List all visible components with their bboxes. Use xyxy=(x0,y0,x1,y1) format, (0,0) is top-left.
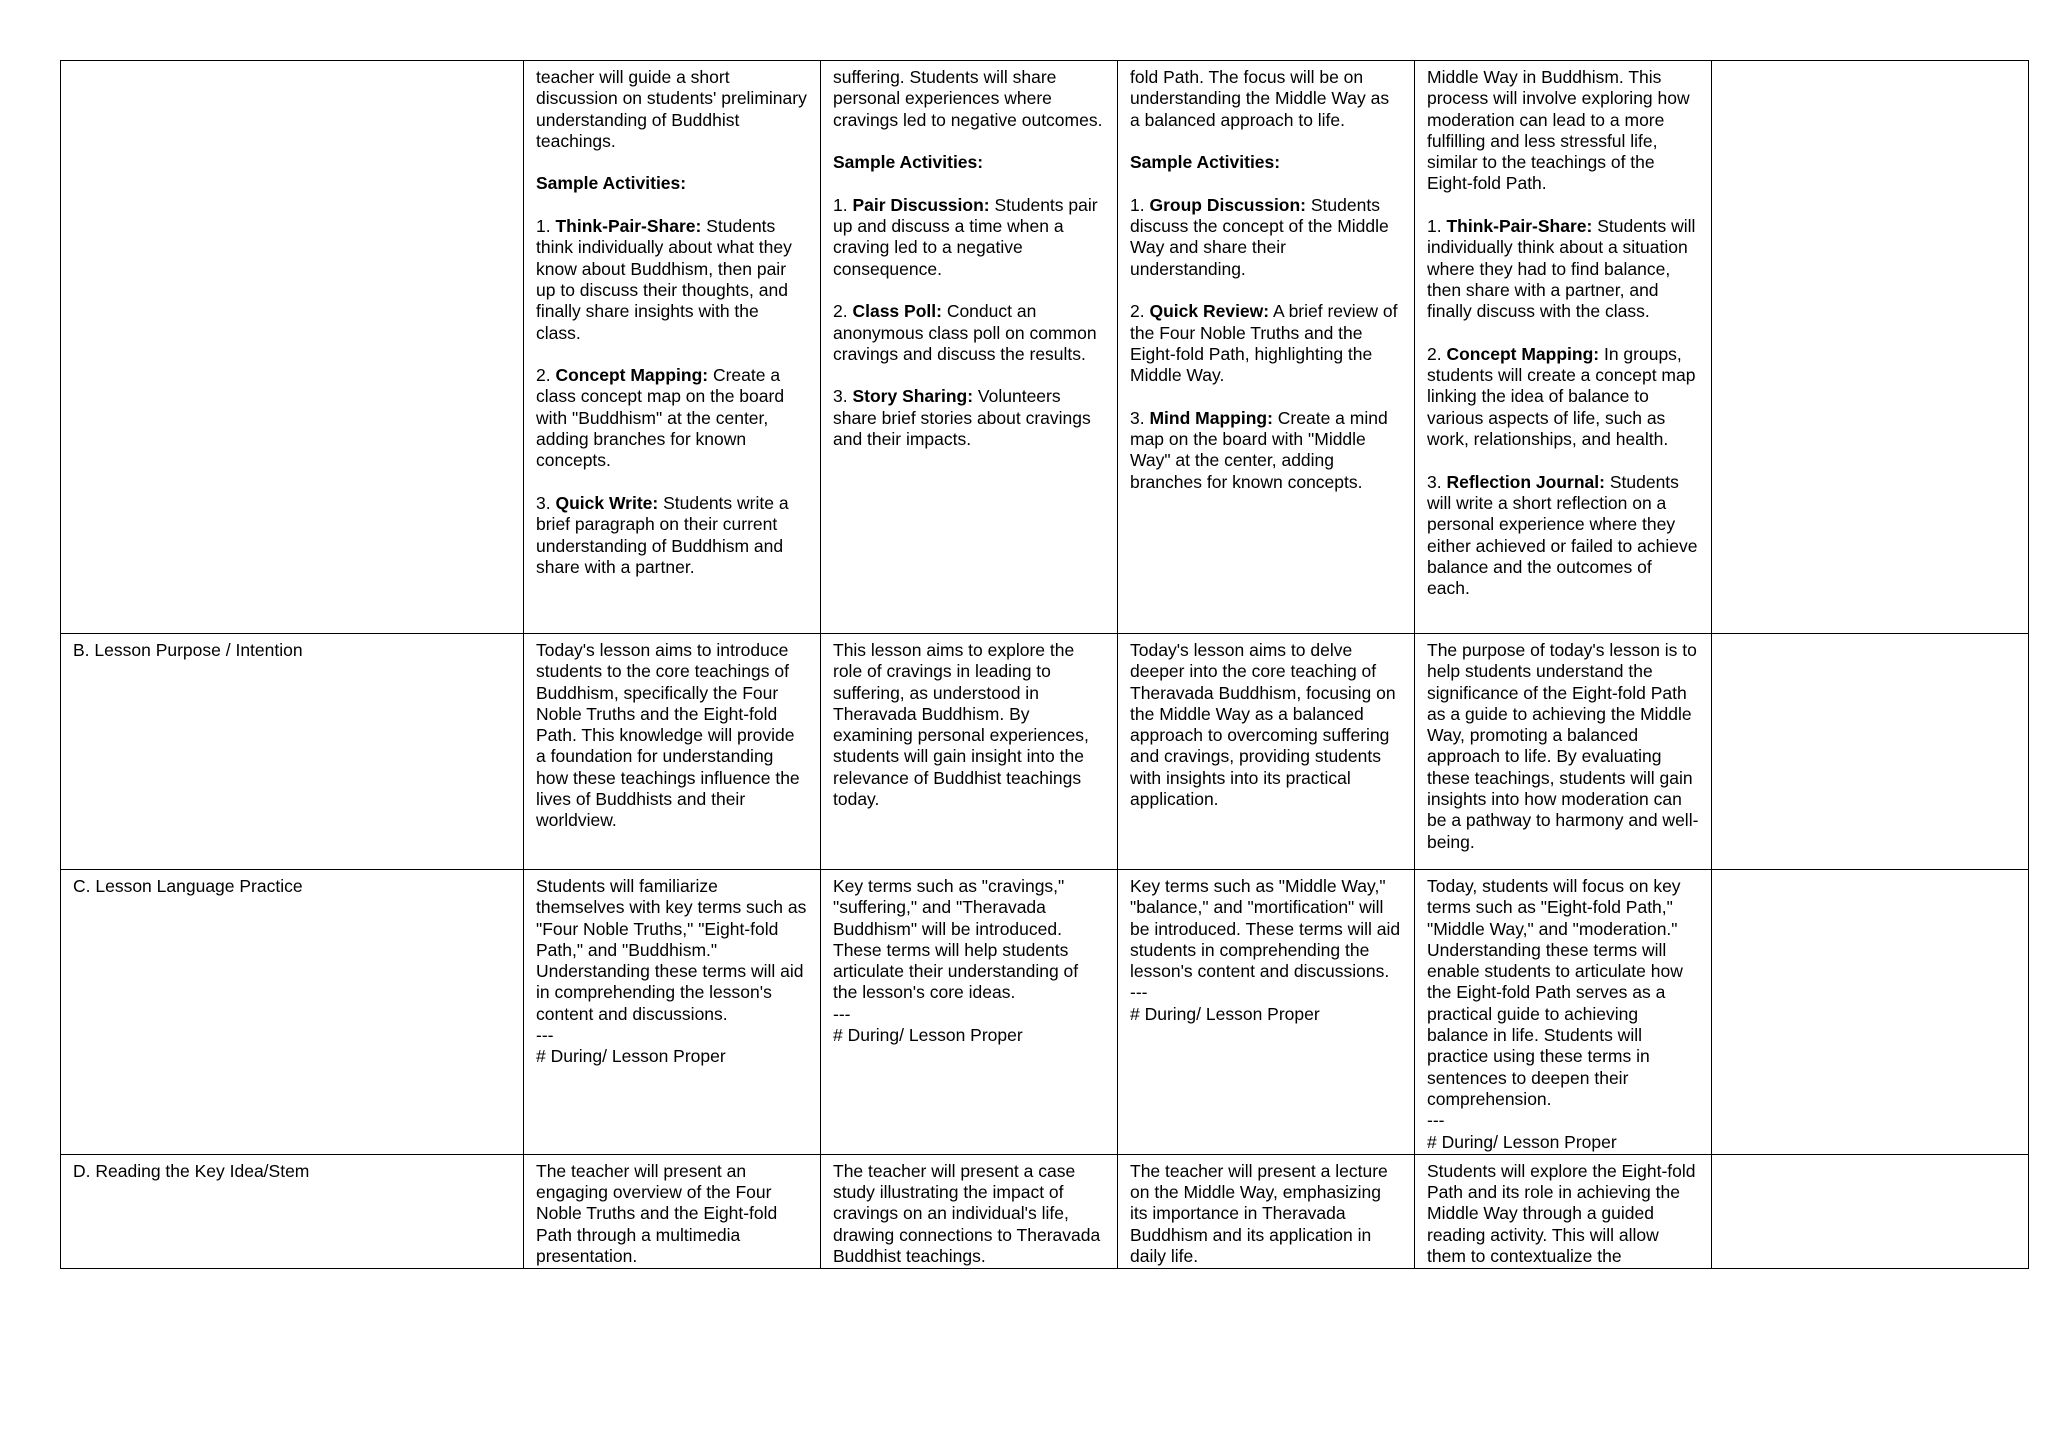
plan-cell xyxy=(821,634,1118,870)
cell-paragraph xyxy=(1427,344,1699,450)
table-row xyxy=(61,634,2029,870)
bold-term: Concept Mapping: xyxy=(555,365,709,386)
bold-term: Think-Pair-Share: xyxy=(555,216,702,237)
plan-cell xyxy=(1712,1154,2029,1268)
section-heading xyxy=(833,152,1105,173)
paragraph-gap xyxy=(536,472,808,493)
bold-term: Concept Mapping: xyxy=(1446,343,1600,364)
paragraph-text: Key terms such as "cravings," "suffering," and "Theravada Buddhism" will be introduced. These terms will help students articulate their understanding of the lesson's core ideas. xyxy=(833,876,1079,1003)
paragraph-text: --- xyxy=(1130,982,1148,1003)
bold-term: Sample Activities: xyxy=(1130,152,1281,173)
cell-paragraph xyxy=(536,1025,808,1046)
cell-paragraph xyxy=(1427,472,1699,600)
cell-paragraph xyxy=(1130,408,1402,493)
row-label: B. Lesson Purpose / Intention xyxy=(61,634,524,870)
paragraph-text: Today's lesson aims to delve deeper into the core teaching of Theravada Buddhism, focusing on the Middle Way as a balanced approach to overcoming suffering and cravings, providing students with insights into its practical application. xyxy=(1130,640,1396,810)
paragraph-text: --- xyxy=(536,1025,554,1046)
item-number: 3. xyxy=(833,386,853,407)
cell-paragraph xyxy=(536,1046,808,1067)
paragraph-gap xyxy=(536,195,808,216)
paragraph-text: --- xyxy=(1427,1110,1445,1131)
plan-cell xyxy=(1712,634,2029,870)
plan-cell xyxy=(1712,61,2029,634)
paragraph-text: Students write a brief paragraph on their current understanding of Buddhism and share with a partner. xyxy=(536,492,789,577)
plan-cell xyxy=(1118,870,1415,1155)
paragraph-text: A brief review of the Four Noble Truths and the Eight-fold Path, highlighting the Middle Way. xyxy=(1130,301,1398,386)
cell-paragraph xyxy=(1427,1110,1699,1131)
bold-term: Class Poll: xyxy=(852,301,942,322)
paragraph-text: Create a mind map on the board with "Middle Way" at the center, adding branches for known concepts. xyxy=(1130,407,1388,492)
cell-paragraph xyxy=(833,1004,1105,1025)
paragraph-gap xyxy=(833,173,1105,194)
cell-paragraph xyxy=(833,1161,1105,1267)
bold-term: Group Discussion: xyxy=(1149,194,1307,215)
cell-paragraph xyxy=(536,216,808,344)
paragraph-text: Students will individually think about a situation where they had to find balance, then share with a partner, and finally discuss with the class. xyxy=(1427,216,1696,322)
bold-term: Sample Activities: xyxy=(536,173,687,194)
item-number: 3. xyxy=(536,492,556,513)
plan-cell xyxy=(821,61,1118,634)
paragraph-text: fold Path. The focus will be on understanding the Middle Way as a balanced approach to life. xyxy=(1130,67,1390,130)
paragraph-text: # During/ Lesson Proper xyxy=(1427,1131,1617,1152)
paragraph-gap xyxy=(1427,323,1699,344)
section-heading xyxy=(536,173,808,194)
cell-paragraph xyxy=(1427,640,1699,853)
cell-paragraph xyxy=(536,876,808,1025)
plan-cell xyxy=(1415,1154,1712,1268)
plan-cell xyxy=(524,61,821,634)
cell-paragraph xyxy=(1427,1132,1699,1153)
paragraph-gap xyxy=(833,365,1105,386)
cell-paragraph xyxy=(536,365,808,471)
paragraph-text: Students discuss the concept of the Middle Way and share their understanding. xyxy=(1130,194,1389,279)
cell-paragraph xyxy=(833,195,1105,280)
plan-cell xyxy=(1415,870,1712,1155)
cell-paragraph xyxy=(536,1161,808,1267)
paragraph-gap xyxy=(1130,280,1402,301)
paragraph-text: Students will write a short reflection on a personal experience where they either achieved or failed to achieve balance and the outcomes of each. xyxy=(1427,471,1698,599)
row-label: D. Reading the Key Idea/Stem xyxy=(61,1154,524,1268)
cell-paragraph xyxy=(1130,1161,1402,1267)
cell-paragraph xyxy=(833,67,1105,131)
paragraph-text: Create a class concept map on the board with "Buddhism" at the center, adding branches for known concepts. xyxy=(536,365,785,471)
item-number: 2. xyxy=(1427,343,1447,364)
paragraph-text: Volunteers share brief stories about cravings and their impacts. xyxy=(833,386,1091,450)
cell-paragraph xyxy=(833,301,1105,365)
paragraph-text: In groups, students will create a concept map linking the idea of balance to various aspects of life, such as work, relationships, and health. xyxy=(1427,343,1696,450)
paragraph-text: Today, students will focus on key terms such as "Eight-fold Path," "Middle Way," and "moderation." Understanding these terms will enable students to articulate how the Eight-fold Path serves as a practical guide to achieving balance in life. Students will practice using these terms in sentences to deepen their comprehension. xyxy=(1427,876,1683,1109)
plan-cell xyxy=(821,1154,1118,1268)
item-number: 2. xyxy=(1130,301,1150,322)
lesson-plan-table xyxy=(60,60,2029,1269)
paragraph-text: # During/ Lesson Proper xyxy=(833,1025,1023,1046)
plan-cell xyxy=(1415,61,1712,634)
plan-cell xyxy=(1712,870,2029,1155)
cell-paragraph xyxy=(1130,1004,1402,1025)
paragraph-text: Conduct an anonymous class poll on common cravings and discuss the results. xyxy=(833,301,1097,364)
paragraph-text: The teacher will present a lecture on the Middle Way, emphasizing its importance in Theravada Buddhism and its application in daily life. xyxy=(1130,1160,1388,1267)
paragraph-gap xyxy=(1130,131,1402,152)
bold-term: Quick Review: xyxy=(1149,301,1270,322)
table-row xyxy=(61,61,2029,634)
bold-term: Pair Discussion: xyxy=(852,194,990,215)
paragraph-text: Key terms such as "Middle Way," "balance," and "mortification" will be introduced. These terms will aid students in comprehending the lesson's content and discussions. xyxy=(1130,876,1401,982)
cell-paragraph xyxy=(536,67,808,152)
cell-paragraph xyxy=(1427,67,1699,195)
cell-paragraph xyxy=(536,640,808,832)
bold-term: Story Sharing: xyxy=(852,386,974,407)
table-row xyxy=(61,1154,2029,1268)
item-number: 1. xyxy=(1130,194,1150,215)
paragraph-text: Today's lesson aims to introduce students to the core teachings of Buddhism, specifically the Four Noble Truths and the Eight-fold Path. This knowledge will provide a foundation for understanding how these teachings influence the lives of Buddhists and their worldview. xyxy=(536,640,800,831)
cell-paragraph xyxy=(833,876,1105,1004)
cell-paragraph xyxy=(536,493,808,578)
item-number: 3. xyxy=(1130,407,1150,428)
cell-paragraph xyxy=(1130,67,1402,131)
table-row xyxy=(61,870,2029,1155)
paragraph-text: Students will explore the Eight-fold Path and its role in achieving the Middle Way through a guided reading activity. This will allow them to contextualize the xyxy=(1427,1160,1696,1267)
item-number: 1. xyxy=(833,194,853,215)
section-heading xyxy=(1130,152,1402,173)
item-number: 3. xyxy=(1427,471,1447,492)
plan-cell xyxy=(1415,634,1712,870)
paragraph-text: This lesson aims to explore the role of cravings in leading to suffering, as understood in Theravada Buddhism. By examining personal experiences, students will gain insight into the relevance of Buddhist teachings today. xyxy=(833,640,1089,810)
paragraph-text: The teacher will present an engaging overview of the Four Noble Truths and the Eight-fold Path through a multimedia presentation. xyxy=(536,1160,778,1267)
paragraph-gap xyxy=(833,280,1105,301)
plan-cell xyxy=(1118,1154,1415,1268)
plan-cell xyxy=(1118,61,1415,634)
paragraph-text: # During/ Lesson Proper xyxy=(536,1046,726,1067)
paragraph-gap xyxy=(1130,173,1402,194)
row-label: C. Lesson Language Practice xyxy=(61,870,524,1155)
cell-paragraph xyxy=(833,1025,1105,1046)
bold-term: Mind Mapping: xyxy=(1149,407,1273,428)
row-label xyxy=(61,61,524,634)
paragraph-text: Middle Way in Buddhism. This process will involve exploring how moderation can lead to a more fulfilling and less stressful life, similar to the teachings of the Eight-fold Path. xyxy=(1427,67,1690,194)
item-number: 2. xyxy=(833,301,853,322)
paragraph-text: --- xyxy=(833,1003,851,1024)
paragraph-gap xyxy=(1130,386,1402,407)
bold-term: Reflection Journal: xyxy=(1446,471,1605,492)
paragraph-gap xyxy=(536,344,808,365)
cell-paragraph xyxy=(833,640,1105,810)
paragraph-text: # During/ Lesson Proper xyxy=(1130,1003,1320,1024)
paragraph-text: Students pair up and discuss a time when a craving led to a negative consequence. xyxy=(833,194,1098,279)
plan-cell xyxy=(524,870,821,1155)
cell-paragraph xyxy=(1130,301,1402,386)
cell-paragraph xyxy=(1130,982,1402,1003)
paragraph-text: suffering. Students will share personal experiences where cravings led to negative outcomes. xyxy=(833,67,1103,130)
plan-cell xyxy=(1118,634,1415,870)
paragraph-text: The teacher will present a case study illustrating the impact of cravings on an individual's life, drawing connections to Theravada Buddhist teachings. xyxy=(833,1160,1101,1267)
cell-paragraph xyxy=(1427,216,1699,322)
plan-cell xyxy=(524,634,821,870)
paragraph-gap xyxy=(1427,450,1699,471)
paragraph-text: The purpose of today's lesson is to help students understand the significance of the Eight-fold Path as a guide to achieving the Middle Way, promoting a balanced approach to life. By evaluating these teachings, students will gain insights into how moderation can be a pathway to harmony and well-being. xyxy=(1427,640,1699,852)
plan-cell xyxy=(821,870,1118,1155)
item-number: 1. xyxy=(536,216,556,237)
cell-paragraph xyxy=(1427,1161,1699,1267)
paragraph-text: Students will familiarize themselves with key terms such as "Four Noble Truths," "Eight-fold Path," and "Buddhism." Understanding these terms will aid in comprehending the lesson's content and discussions. xyxy=(536,876,807,1024)
bold-term: Quick Write: xyxy=(555,492,659,513)
item-number: 1. xyxy=(1427,216,1447,237)
cell-paragraph xyxy=(833,386,1105,450)
cell-paragraph xyxy=(1130,876,1402,982)
cell-paragraph xyxy=(1130,195,1402,280)
paragraph-gap xyxy=(1427,195,1699,216)
paragraph-gap xyxy=(833,131,1105,152)
bold-term: Sample Activities: xyxy=(833,152,984,173)
item-number: 2. xyxy=(536,365,556,386)
cell-paragraph xyxy=(1130,640,1402,810)
bold-term: Think-Pair-Share: xyxy=(1446,216,1593,237)
paragraph-text: Students think individually about what they know about Buddhism, then pair up to discuss their thoughts, and finally share insights with the class. xyxy=(536,216,792,343)
cell-paragraph xyxy=(1427,876,1699,1110)
plan-cell xyxy=(524,1154,821,1268)
paragraph-text: teacher will guide a short discussion on students' preliminary understanding of Buddhist teachings. xyxy=(536,67,807,151)
paragraph-gap xyxy=(536,152,808,173)
